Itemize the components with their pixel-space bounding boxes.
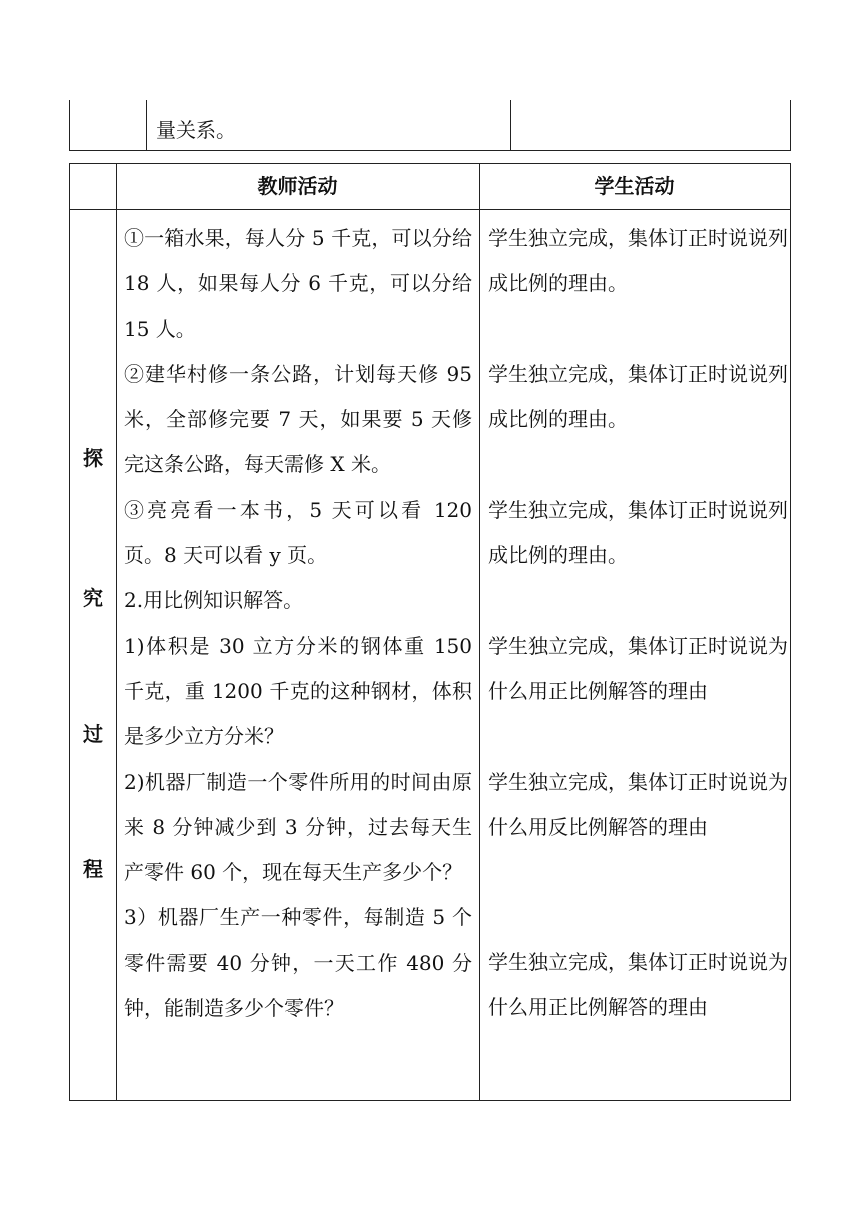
teacher-item: ①一箱水果，每人分 5 千克，可以分给 18 人，如果每人分 6 千克，可以分给 15 人。 bbox=[124, 226, 472, 341]
side-label-char: 究 bbox=[83, 586, 103, 610]
side-label-char: 程 bbox=[83, 857, 103, 881]
student-activity-header: 学生活动 bbox=[594, 174, 675, 198]
column-divider bbox=[510, 100, 511, 150]
teacher-item: ②建华村修一条公路，计划每天修 95 米，全部修完要 7 天，如果要 5 天修完这条公路，每天需修 X 米。 bbox=[124, 361, 472, 477]
fragment-text: 量关系。 bbox=[156, 118, 236, 142]
column-divider bbox=[116, 164, 117, 1100]
column-divider bbox=[479, 164, 480, 1100]
side-label-char: 探 bbox=[83, 446, 103, 470]
teacher-item: 1)体积是 30 立方分米的钢体重 150 千克，重 1200 千克的这种钢材，体积是多少立方分米？ bbox=[124, 633, 472, 749]
student-activity-cell: 学生独立完成，集体订正时说说为什么用反比例解答的理由 bbox=[488, 770, 788, 840]
teacher-activity-column bbox=[124, 216, 472, 1031]
header-divider bbox=[70, 209, 790, 210]
student-activity-cell: 学生独立完成，集体订正时说说列成比例的理由。 bbox=[488, 498, 788, 568]
student-activity-cell: 学生独立完成，集体订正时说说列成比例的理由。 bbox=[488, 362, 788, 432]
teacher-item: 2)机器厂制造一个零件所用的时间由原来 8 分钟减少到 3 分钟，过去每天生产零件 60 个，现在每天生产多少个？ bbox=[124, 769, 472, 885]
lesson-table bbox=[69, 163, 791, 1101]
student-activity-cell: 学生独立完成，集体订正时说说为什么用正比例解答的理由 bbox=[488, 950, 788, 1020]
teacher-item: ③亮亮看一本书，5 天可以看 120 页。8 天可以看 y 页。 bbox=[124, 497, 472, 568]
previous-table-fragment bbox=[69, 100, 791, 151]
teacher-item: 3）机器厂生产一种零件，每制造 5 个零件需要 40 分钟，一天工作 480 分钟，能制造多少个零件？ bbox=[124, 905, 472, 1021]
student-activity-cell: 学生独立完成，集体订正时说说为什么用正比例解答的理由 bbox=[488, 634, 788, 704]
teacher-item: 2.用比例知识解答。 bbox=[124, 588, 304, 613]
side-label-char: 过 bbox=[83, 722, 103, 746]
column-divider bbox=[146, 100, 147, 150]
teacher-activity-header: 教师活动 bbox=[257, 174, 338, 198]
student-activity-cell: 学生独立完成，集体订正时说说列成比例的理由。 bbox=[488, 226, 788, 296]
